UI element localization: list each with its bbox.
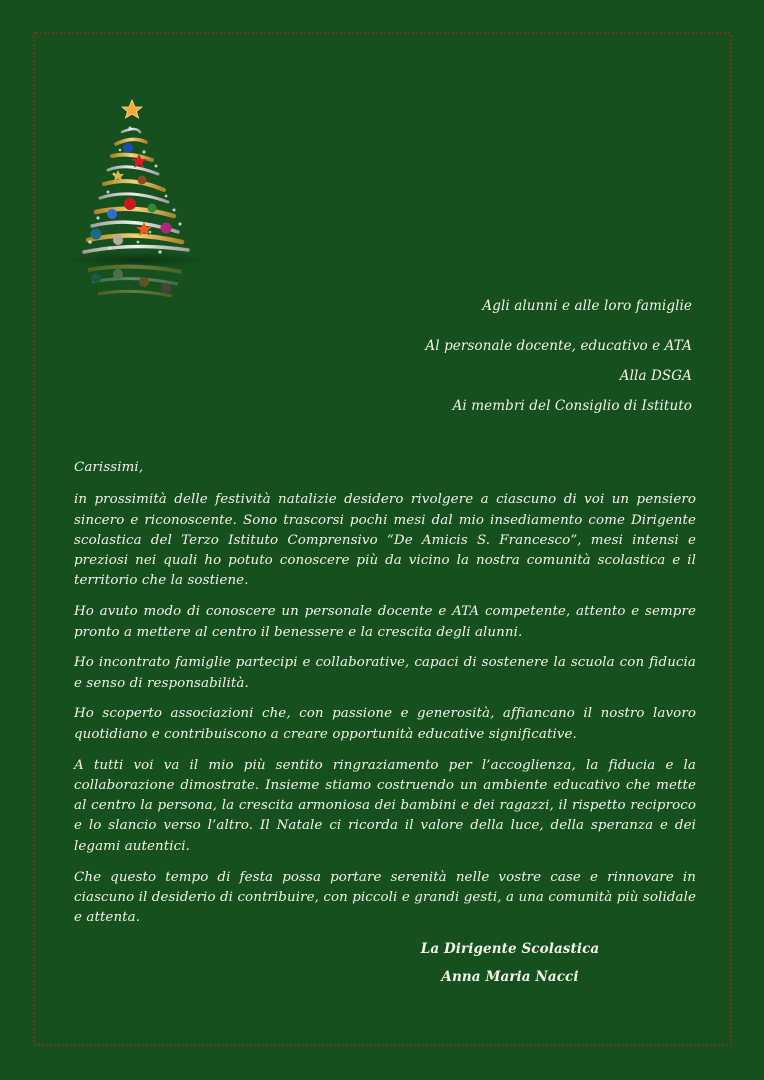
signature-name: Anna Maria Nacci [441, 969, 579, 985]
letter-paragraph: Ho scoperto associazioni che, con passione e generosità, affiancano il nostro lavoro quotidiano e contribuiscono a creare opportunità educative significative. [74, 706, 696, 742]
christmas-tree-icon [70, 92, 220, 307]
recipient-line: Agli alunni e alle loro famiglie [482, 298, 692, 314]
signature-role: La Dirigente Scolastica [420, 941, 600, 957]
recipient-line: Alla DSGA [619, 368, 692, 384]
letter-paragraph: Ho incontrato famiglie partecipi e collaborative, capaci di sostenere la scuola con fiducia e senso di responsabilità. [74, 655, 696, 691]
letter-paragraph: Ho avuto modo di conoscere un personale docente e ATA competente, attento e sempre pronto a mettere al centro il benessere e la crescita degli alunni. [74, 604, 696, 640]
letter-paragraph: A tutti voi va il mio più sentito ringraziamento per l’accoglienza, la fiducia e la collaborazione dimostrate. Insieme stiamo costruendo un ambiente educativo che mette al centro la persona, la crescita armoniosa dei bambini e dei ragazzi, il rispetto reciproco e lo slancio verso l’altro. Il Natale ci ricorda il valore della luce, della speranza e dei legami autentici. [74, 757, 696, 854]
letter-greeting: Carissimi, [74, 460, 144, 475]
signature-block [380, 938, 640, 994]
letter-paragraph: Che questo tempo di festa possa portare serenità nelle vostre case e rinnovare in ciascuno il desiderio di contribuire, con piccoli e grandi gesti, a una comunità più solidale e attenta. [74, 869, 696, 926]
recipient-line: Ai membri del Consiglio di Istituto [452, 398, 692, 414]
letter-body [74, 458, 696, 939]
recipient-line: Al personale docente, educativo e ATA [425, 338, 692, 354]
letter-paragraph: in prossimità delle festività natalizie desidero rivolgere a ciascuno di voi un pensiero sincero e riconoscente. Sono trascorsi pochi mesi dal mio insediamento come Dirigente scolastica del Terzo Istituto Comprensivo “De Amicis S. Francesco”, mesi intensi e preziosi nei quali ho potuto conoscere più da vicino la nostra comunità scolastica e il territorio che la sostiene. [74, 492, 696, 589]
